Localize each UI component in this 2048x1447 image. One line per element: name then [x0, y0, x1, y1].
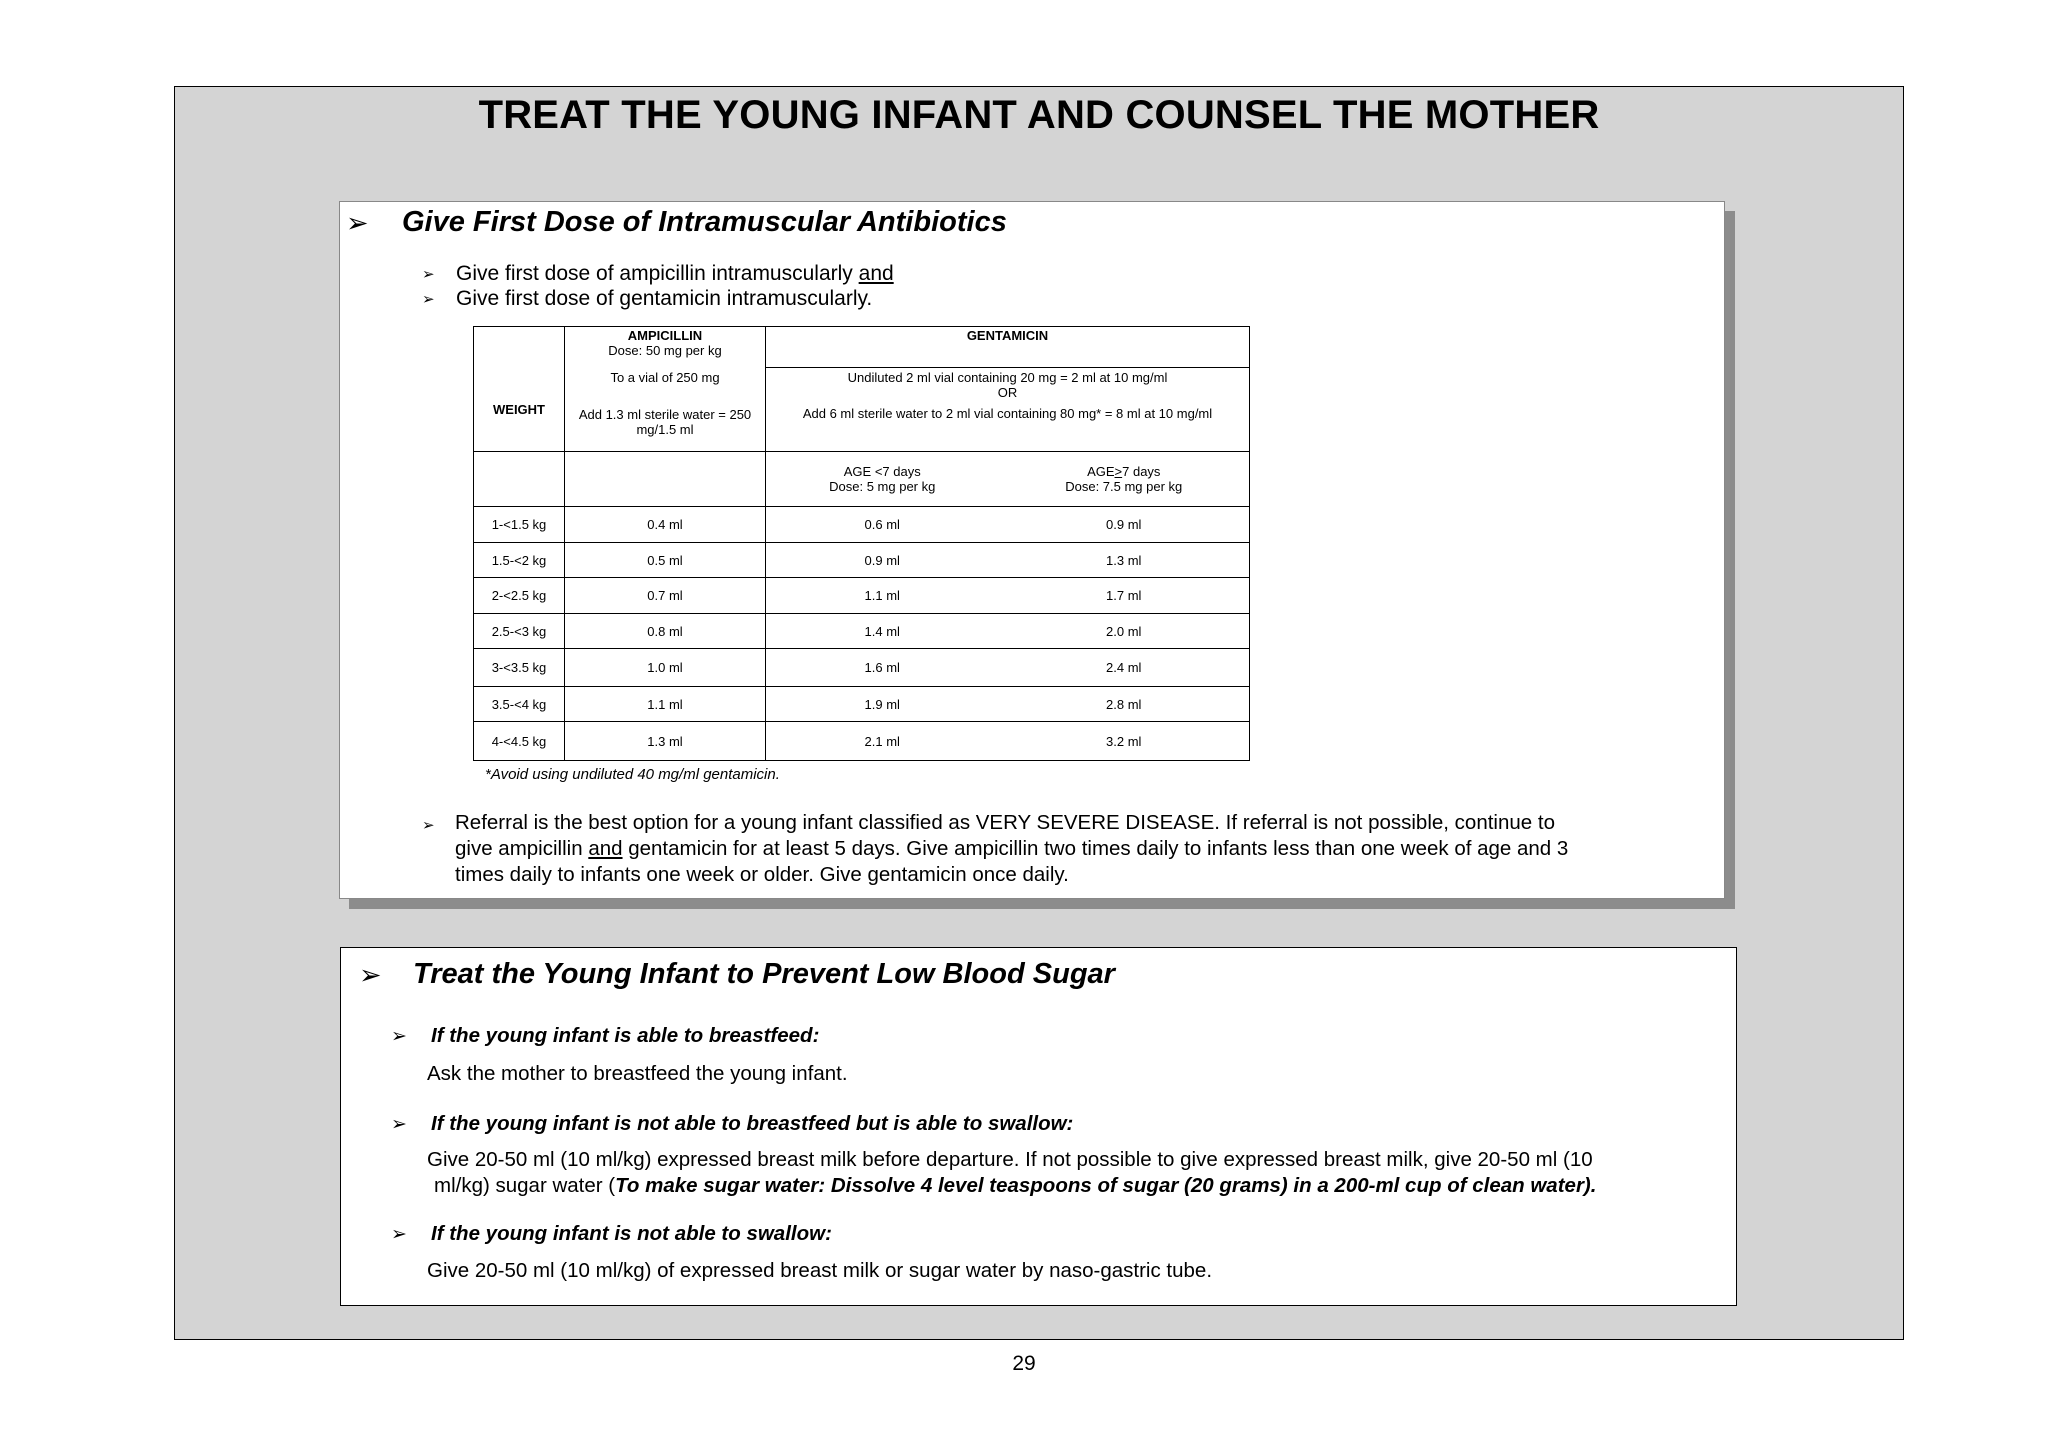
arrow-bullet-icon: ➢ [359, 960, 382, 990]
arrow-bullet-icon: ➢ [422, 817, 435, 834]
empty-cell [565, 452, 766, 507]
table-row [474, 543, 1250, 578]
arrow-bullet-icon: ➢ [391, 1114, 407, 1135]
gentamicin-header: GENTAMICIN [766, 327, 1250, 368]
dose-table [473, 326, 1250, 761]
blood-sugar-section [340, 947, 1737, 1306]
gentamicin-7-plus-cell: 0.9 ml [999, 507, 1250, 543]
ampicillin-cell: 1.0 ml [565, 649, 766, 687]
gentamicin-preparation [766, 368, 1250, 452]
gentamicin-7-plus-cell: 2.0 ml [999, 614, 1250, 649]
gentamicin-under-7-cell: 1.6 ml [766, 649, 999, 687]
bullet-ampicillin: Give first dose of ampicillin intramuscularly and [456, 262, 894, 285]
antibiotics-heading: Give First Dose of Intramuscular Antibiotics [402, 206, 1007, 238]
weight-cell: 1-<1.5 kg [474, 507, 565, 543]
gentamicin-under-7-cell: 0.6 ml [766, 507, 999, 543]
age-under-7: AGE <7 days [843, 464, 921, 479]
ampicillin-cell: 0.4 ml [565, 507, 766, 543]
table-row [474, 649, 1250, 687]
arrow-bullet-icon: ➢ [391, 1224, 407, 1245]
arrow-bullet-icon: ➢ [391, 1026, 407, 1047]
ampicillin-title: AMPICILLIN [627, 328, 703, 343]
ampicillin-cell: 1.3 ml [565, 722, 766, 761]
text-swallow: Give 20-50 ml (10 ml/kg) expressed breast milk before departure. If not possible to give expressed breast milk, give 20-50 ml (10 ml/kg) sugar water (To make sugar water: Dissolve 4 level teaspoons of sugar (20 grams) in a 200-ml cup of clean water). [427, 1148, 1597, 1197]
table-row [474, 722, 1250, 761]
gentamicin-7-plus-cell: 1.3 ml [999, 543, 1250, 578]
arrow-bullet-icon: ➢ [422, 266, 435, 283]
weight-header: WEIGHT [474, 368, 565, 452]
gentamicin-under-7-cell: 1.4 ml [766, 614, 999, 649]
weight-cell: 1.5-<2 kg [474, 543, 565, 578]
subheading-swallow: If the young infant is not able to breastfeed but is able to swallow: [431, 1112, 1074, 1135]
blood-sugar-heading: Treat the Young Infant to Prevent Low Blood Sugar [413, 958, 1115, 990]
dose-7-plus: Dose: 7.5 mg per kg [1065, 479, 1183, 494]
ampicillin-cell: 0.7 ml [565, 578, 766, 614]
text-breastfeed: Ask the mother to breastfeed the young infant. [427, 1062, 848, 1085]
antibiotics-section [339, 201, 1725, 899]
ampicillin-preparation [565, 368, 766, 452]
weight-cell: 4-<4.5 kg [474, 722, 565, 761]
weight-cell: 2.5-<3 kg [474, 614, 565, 649]
page-number: 29 [1012, 1352, 1036, 1375]
gentamicin-add-water: Add 6 ml sterile water to 2 ml vial containing 80 mg* = 8 ml at 10 mg/ml [802, 406, 1213, 421]
table-row [474, 687, 1250, 722]
arrow-bullet-icon: ➢ [422, 291, 435, 308]
gentamicin-7-plus-cell: 2.4 ml [999, 649, 1250, 687]
gentamicin-or: OR [997, 385, 1018, 400]
weight-header-top [474, 327, 565, 368]
table-row [474, 507, 1250, 543]
gentamicin-undiluted: Undiluted 2 ml vial containing 20 mg = 2 ml at 10 mg/ml [847, 370, 1168, 385]
gentamicin-7-plus-cell: 1.7 ml [999, 578, 1250, 614]
referral-text: Referral is the best option for a young infant classified as VERY SEVERE DISEASE. If referral is not possible, continue to give ampicillin and gentamicin for at least 5 days. Give ampicillin two times daily to infants less than one week of age and 3 times daily to infants one week or older. Give gentamicin once daily. [455, 811, 1569, 886]
age-7-plus-header [999, 452, 1250, 507]
ampicillin-vial: To a vial of 250 mg [610, 369, 720, 385]
gentamicin-under-7-cell: 1.1 ml [766, 578, 999, 614]
bullet-gentamicin: Give first dose of gentamicin intramuscularly. [456, 287, 873, 310]
gentamicin-under-7-cell: 0.9 ml [766, 543, 999, 578]
table-row [474, 614, 1250, 649]
gentamicin-7-plus-cell: 2.8 ml [999, 687, 1250, 722]
subheading-breastfeed: If the young infant is able to breastfeed: [431, 1024, 820, 1047]
age-under-7-header [766, 452, 999, 507]
empty-cell [474, 452, 565, 507]
weight-cell: 3-<3.5 kg [474, 649, 565, 687]
ampicillin-header [565, 327, 766, 368]
page-title: TREAT THE YOUNG INFANT AND COUNSEL THE MOTHER [478, 93, 1600, 137]
gentamicin-7-plus-cell: 3.2 ml [999, 722, 1250, 761]
weight-cell: 3.5-<4 kg [474, 687, 565, 722]
table-row [474, 578, 1250, 614]
gentamicin-under-7-cell: 2.1 ml [766, 722, 999, 761]
page-frame [174, 86, 1904, 1340]
dose-under-7: Dose: 5 mg per kg [829, 479, 936, 494]
arrow-bullet-icon: ➢ [346, 208, 369, 238]
ampicillin-cell: 1.1 ml [565, 687, 766, 722]
weight-cell: 2-<2.5 kg [474, 578, 565, 614]
ampicillin-cell: 0.5 ml [565, 543, 766, 578]
table-footnote: *Avoid using undiluted 40 mg/ml gentamicin. [485, 766, 780, 783]
age-7-plus: AGE>7 days [1087, 464, 1161, 479]
ampicillin-add-water: Add 1.3 ml sterile water = 250 mg/1.5 ml [578, 406, 752, 437]
subheading-not-swallow: If the young infant is not able to swallow: [431, 1222, 832, 1245]
ampicillin-dose: Dose: 50 mg per kg [608, 343, 722, 358]
gentamicin-under-7-cell: 1.9 ml [766, 687, 999, 722]
text-not-swallow: Give 20-50 ml (10 ml/kg) of expressed breast milk or sugar water by naso-gastric tube. [427, 1259, 1213, 1282]
ampicillin-cell: 0.8 ml [565, 614, 766, 649]
